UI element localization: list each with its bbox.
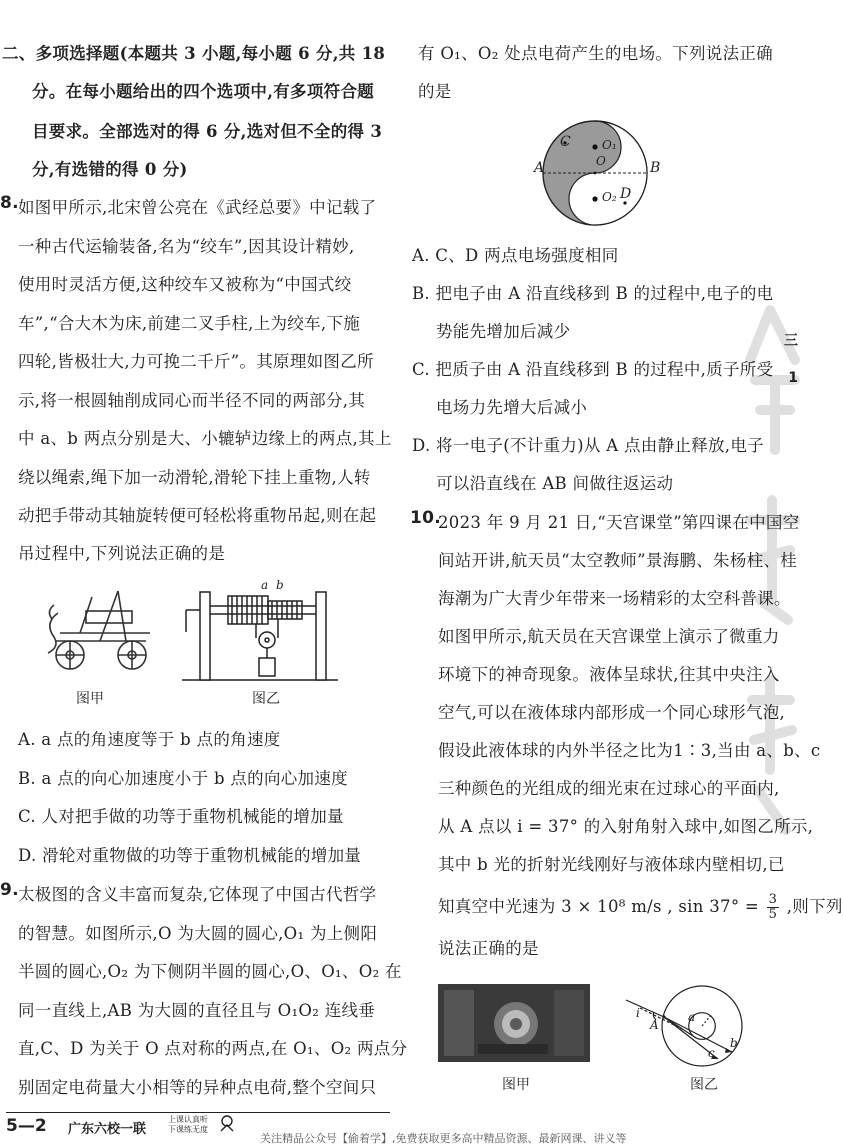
q8-line-8: 绕以绳索,绳下加一动滑轮,滑轮下挂上重物,人转 [18,468,371,487]
q9-line-6: 别固定电荷量大小相等的异种点电荷,整个空间只 [18,1078,377,1097]
q9-option-b[interactable]: B. 把电子由 A 沿直线移到 B 的过程中,电子的电 [412,284,774,303]
taiji-label-o2: O₂ [602,190,617,204]
mascot-icon [218,1114,236,1132]
q9-option-a[interactable]: A. C、D 两点电场强度相同 [412,246,619,265]
footer-slogan-1: 上课认真听 [168,1115,208,1124]
q9-option-c[interactable]: C. 把质子由 A 沿直线移到 B 的过程中,质子所受 [412,360,774,379]
fig-a-caption-q10: 图甲 [502,1077,530,1093]
q8-option-b[interactable]: B. a 点的向心加速度小于 b 点的向心加速度 [18,769,348,788]
q10-line-9: 从 A 点以 i = 37° 的入射角射入球中,如图乙所示, [438,817,814,836]
q10-line-11-post: ,则下列 [786,897,843,916]
q9-option-c-cont: 电场力先增大后减小 [436,398,588,417]
point-b-label: b [276,578,284,592]
q8-option-a[interactable]: A. a 点的角速度等于 b 点的角速度 [18,730,281,749]
q10-line-1: 2023 年 9 月 21 日,“天宫课堂”第四课在中国空 [438,513,800,532]
fraction-numerator: 3 [768,892,778,907]
q8-line-4: 车”,“合大木为床,前建二叉手柱,上为绞车,下施 [18,314,361,333]
taiji-label-a: A [534,160,545,176]
fraction-denominator: 5 [768,907,778,922]
q10-line-5: 环境下的神奇现象。液体呈球状,往其中央注入 [438,665,780,684]
q9-line-2: 的智慧。如图所示,O 为大圆的圆心,O₁ 为上侧阳 [18,924,378,943]
q9-cont-line-2: 的是 [418,82,452,101]
footer-rule [6,1112,390,1113]
section-heading-line-4: 分,有选错的得 0 分) [32,160,188,179]
q10-line-4: 如图甲所示,航天员在天宫课堂上演示了微重力 [438,627,780,646]
fraction-three-fifths [767,893,780,922]
point-a-label: a [261,578,269,592]
edge-char-2: 1 [788,370,798,386]
q8-line-2: 一种古代运输装备,名为“绞车”,因其设计精妙, [18,237,355,256]
space-station-photo [438,984,590,1062]
q9-cont-line-1: 有 O₁、O₂ 处点电荷产生的电场。下列说法正确 [418,44,773,63]
q9-option-b-cont: 势能先增加后减少 [436,322,571,341]
q10-line-11-pre: 知真空中光速为 3 × 10⁸ m/s , sin 37° = [438,897,760,916]
q9-option-d[interactable]: D. 将一电子(不计重力)从 A 点由静止释放,电子 [412,436,764,455]
q8-option-d[interactable]: D. 滑轮对重物做的功等于重物机械能的增加量 [18,846,362,865]
q10-line-7: 假设此液体球的内外半径之比为1∶3,当由 a、b、c [438,741,821,760]
taiji-label-d: D [620,186,632,202]
q10-line-10: 其中 b 光的折射光线刚好与液体球内壁相切,已 [438,855,785,874]
point-a-label-q10: A [650,1018,659,1032]
q8-line-6: 示,将一根圆轴削成同心而半径不同的两部分,其 [18,391,366,410]
question-10-number: 10. [410,508,442,528]
q8-line-5: 四轮,皆极壮大,力可挽二千斤”。其原理如图乙所 [18,352,374,371]
ray-b-label: b [730,1036,738,1050]
q10-line-6: 空气,可以在液体球内部形成一个同心球形气泡, [438,703,786,722]
edge-char-1: 三 [784,333,798,349]
ray-a-label: a [688,1010,696,1024]
footer-brand: 广东六校一联 [68,1122,147,1137]
fig-b-caption-q10: 图乙 [690,1077,718,1093]
q10-line-8: 三种颜色的光组成的细光束在过球心的平面内, [438,779,780,798]
page-number: 5—2 [6,1116,47,1136]
q8-line-7: 中 a、b 两点分别是大、小辘轳边缘上的两点,其上 [18,429,392,448]
liquid-sphere-refraction-diagram [620,980,752,1068]
q9-line-4: 同一直线上,AB 为大圆的直径且与 O₁O₂ 连线垂 [18,1001,376,1020]
section-heading-line-2: 分。在每小题给出的四个选项中,有多项符合题 [32,82,375,101]
q9-line-5: 直,C、D 为关于 O 点对称的两点,在 O₁、O₂ 两点分 [18,1039,408,1058]
taiji-label-c: C [560,134,571,150]
page-footer [0,1112,800,1146]
q8-line-9: 动把手带动其轴旋转便可轻松将重物吊起,则在起 [18,506,377,525]
q10-line-12: 说法正确的是 [438,939,539,958]
q8-line-1: 如图甲所示,北宋曾公亮在《武经总要》中记载了 [18,198,377,217]
fig-b-caption-q8: 图乙 [252,691,280,707]
q10-line-11 [438,893,843,922]
footer-slogan-2: 下课练无度 [168,1125,208,1134]
taiji-label-b: B [650,160,661,176]
q9-line-3: 半圆的圆心,O₂ 为下侧阴半圆的圆心,O、O₁、O₂ 在 [18,962,402,981]
incidence-angle-label: i [636,1006,640,1020]
q9-option-d-cont: 可以沿直线在 AB 间做往返运动 [436,474,674,493]
question-8-number: 8. [0,193,19,213]
ray-c-label: c [708,1046,715,1060]
q10-line-2: 间站开讲,航天员“太空教师”景海鹏、朱杨柱、桂 [438,551,798,570]
taiji-diagram [530,116,660,230]
question-9-number: 9. [0,880,19,900]
q9-line-1: 太极图的含义丰富而复杂,它体现了中国古代哲学 [18,885,377,904]
taiji-label-o: O [596,154,606,168]
fig-a-caption-q8: 图甲 [76,691,104,707]
taiji-label-o1: O₁ [602,138,617,152]
q8-option-c[interactable]: C. 人对把手做的功等于重物机械能的增加量 [18,807,344,826]
q8-line-10: 吊过程中,下列说法正确的是 [18,544,226,563]
winch-cart-illustration [40,583,158,675]
section-heading-line-1: 二、多项选择题(本题共 3 小题,每小题 6 分,共 18 [2,44,386,63]
winch-schematic-diagram [180,580,340,684]
footer-promo-note: 关注精品公众号【偷着学】,免费获取更多高中精品资源、最新网课、讲义等 [260,1132,627,1145]
section-heading-line-3: 目要求。全部选对的得 6 分,选对但不全的得 3 [32,122,383,141]
q10-line-3: 海潮为广大青少年带来一场精彩的太空科普课。 [438,589,791,608]
footer-slogan [168,1115,208,1135]
q8-line-3: 使用时灵活方便,这种绞车又被称为“中国式绞 [18,275,352,294]
